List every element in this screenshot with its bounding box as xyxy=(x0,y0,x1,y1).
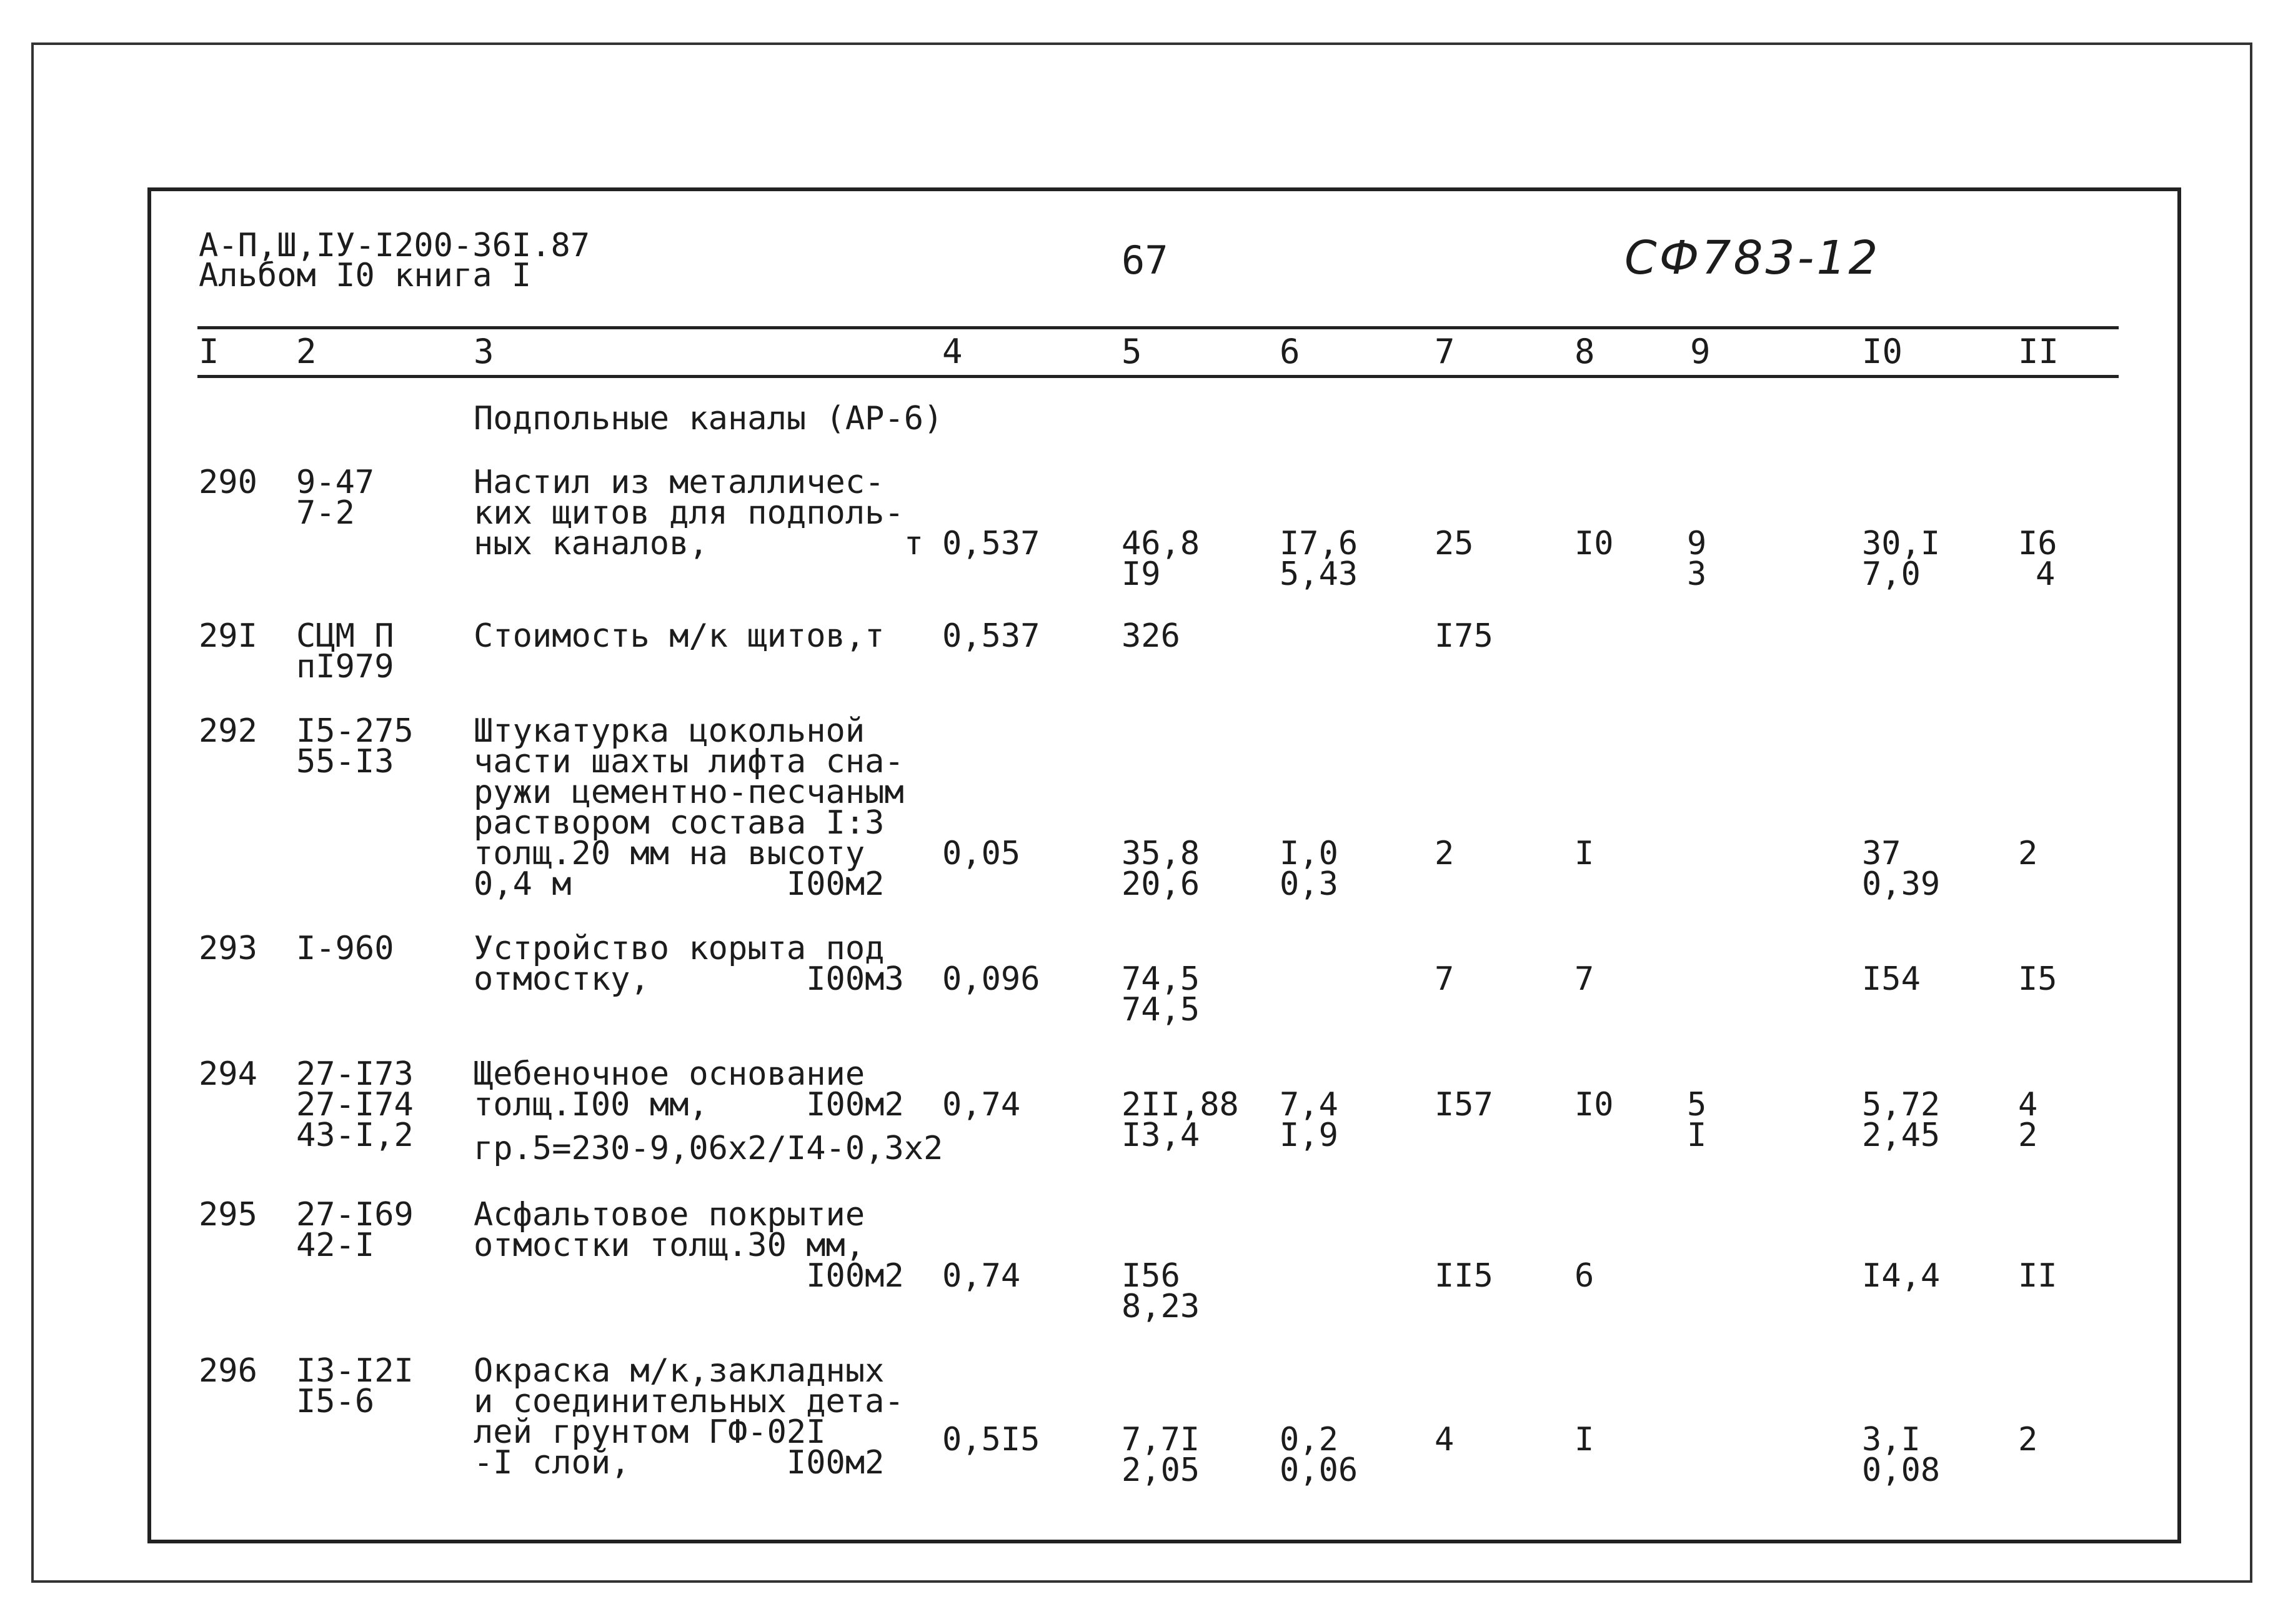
row-description: -I слой, I00м2 xyxy=(474,1444,885,1482)
row-code: 42-I xyxy=(296,1227,375,1264)
col-header-1: I xyxy=(199,332,219,371)
row-col7: 7 xyxy=(1435,960,1455,998)
row-code: I5-6 xyxy=(296,1383,375,1420)
row-col6: 7,4 xyxy=(1280,1086,1338,1123)
header-rule-top xyxy=(197,326,2119,329)
row-code: 27-I69 xyxy=(296,1196,414,1233)
row-col5: 74,5 xyxy=(1122,960,1200,998)
row-description: Асфальтовое покрытие xyxy=(474,1196,865,1233)
row-col8: I xyxy=(1574,835,1594,872)
row-col8: I xyxy=(1574,1421,1594,1458)
row-col5: 326 xyxy=(1122,617,1180,655)
row-description: ких щитов для подполь- xyxy=(474,494,904,532)
row-col11: I6 xyxy=(2018,525,2057,562)
row-description: части шахты лифта сна- xyxy=(474,743,904,780)
album-label: Альбом I0 книга I xyxy=(199,257,532,294)
row-quantity: 0,5I5 xyxy=(942,1421,1040,1458)
row-code: 27-I74 xyxy=(296,1086,414,1123)
row-description: Окраска м/к,закладных xyxy=(474,1352,885,1390)
row-col6: I,0 xyxy=(1280,835,1338,872)
row-col6: 0,2 xyxy=(1280,1421,1338,1458)
row-description: раствором состава I:3 xyxy=(474,804,885,842)
row-col7: 2 xyxy=(1435,835,1455,872)
row-col6: I7,6 xyxy=(1280,525,1358,562)
row-formula: гр.5=230-9,06х2/I4-0,3х2 xyxy=(474,1130,943,1167)
row-code: 27-I73 xyxy=(296,1055,414,1093)
col-header-6: 6 xyxy=(1280,332,1300,371)
row-quantity: 0,537 xyxy=(942,525,1040,562)
row-col5: 7,7I xyxy=(1122,1421,1200,1458)
row-description: Штукатурка цокольной xyxy=(474,712,865,750)
row-code: СЦМ П xyxy=(296,617,394,655)
row-col5: 74,5 xyxy=(1122,991,1200,1029)
row-quantity: 0,05 xyxy=(942,835,1021,872)
row-col8: I0 xyxy=(1574,525,1614,562)
row-col8: 7 xyxy=(1574,960,1594,998)
col-header-3: 3 xyxy=(474,332,494,371)
row-description: Настил из металличес- xyxy=(474,464,885,501)
row-description: I00м2 xyxy=(474,1257,904,1295)
row-col10: 0,39 xyxy=(1862,865,1941,903)
row-col9: 5 xyxy=(1687,1086,1707,1123)
row-description: толщ.20 мм на высоту xyxy=(474,835,865,872)
row-col5: 46,8 xyxy=(1122,525,1200,562)
row-code: I3-I2I xyxy=(296,1352,414,1390)
col-header-11: II xyxy=(2018,332,2059,371)
row-col11: I5 xyxy=(2018,960,2057,998)
row-col7: I75 xyxy=(1435,617,1493,655)
row-quantity: 0,74 xyxy=(942,1257,1021,1295)
row-description: 0,4 м I00м2 xyxy=(474,865,885,903)
row-number: 29I xyxy=(199,617,257,655)
row-col10: I54 xyxy=(1862,960,1921,998)
row-code: 55-I3 xyxy=(296,743,394,780)
row-col11: 2 xyxy=(2018,1117,2038,1154)
row-col8: I0 xyxy=(1574,1086,1614,1123)
row-col10: 2,45 xyxy=(1862,1117,1941,1154)
row-col10: I4,4 xyxy=(1862,1257,1941,1295)
row-description: толщ.I00 мм, I00м2 xyxy=(474,1086,904,1123)
row-col5: 35,8 xyxy=(1122,835,1200,872)
row-col9: I xyxy=(1687,1117,1707,1154)
section-title: Подпольные каналы (АР-6) xyxy=(474,400,943,437)
row-col7: II5 xyxy=(1435,1257,1493,1295)
row-code: I5-275 xyxy=(296,712,414,750)
row-col5: I3,4 xyxy=(1122,1117,1200,1154)
row-col8: 6 xyxy=(1574,1257,1594,1295)
col-header-4: 4 xyxy=(942,332,963,371)
row-number: 290 xyxy=(199,464,257,501)
row-description: и соединительных дета- xyxy=(474,1383,904,1420)
row-code: 7-2 xyxy=(296,494,355,532)
col-header-2: 2 xyxy=(296,332,317,371)
col-header-9: 9 xyxy=(1690,332,1711,371)
row-col7: 25 xyxy=(1435,525,1474,562)
header-rule-bottom xyxy=(197,375,2119,378)
row-description: лей грунтом ГФ-02I xyxy=(474,1413,826,1451)
row-col5: 2II,88 xyxy=(1122,1086,1239,1123)
row-col6: 5,43 xyxy=(1280,555,1358,593)
row-number: 295 xyxy=(199,1196,257,1233)
row-number: 294 xyxy=(199,1055,257,1093)
row-col7: I57 xyxy=(1435,1086,1493,1123)
row-col5: 2,05 xyxy=(1122,1452,1200,1489)
row-col6: I,9 xyxy=(1280,1117,1338,1154)
sheet-code: СФ783-12 xyxy=(1624,231,1881,285)
row-col10: 30,I xyxy=(1862,525,1941,562)
row-col5: 20,6 xyxy=(1122,865,1200,903)
page-number: 67 xyxy=(1122,237,1168,283)
row-col10: 0,08 xyxy=(1862,1452,1941,1489)
col-header-5: 5 xyxy=(1122,332,1142,371)
row-col7: 4 xyxy=(1435,1421,1455,1458)
row-description: ружи цементно-песчаным xyxy=(474,774,904,811)
row-description: ных каналов, т xyxy=(474,525,924,562)
row-col5: I56 xyxy=(1122,1257,1180,1295)
row-col5: I9 xyxy=(1122,555,1161,593)
row-col10: 7,0 xyxy=(1862,555,1921,593)
row-description: Устройство корыта под xyxy=(474,930,885,967)
row-col11: 2 xyxy=(2018,835,2038,872)
row-quantity: 0,537 xyxy=(942,617,1040,655)
row-col9: 9 xyxy=(1687,525,1707,562)
row-col10: 5,72 xyxy=(1862,1086,1941,1123)
row-number: 293 xyxy=(199,930,257,967)
row-quantity: 0,74 xyxy=(942,1086,1021,1123)
row-col10: 37 xyxy=(1862,835,1901,872)
row-number: 292 xyxy=(199,712,257,750)
row-quantity: 0,096 xyxy=(942,960,1040,998)
row-code: пI979 xyxy=(296,648,394,685)
row-col10: 3,I xyxy=(1862,1421,1921,1458)
row-col5: 8,23 xyxy=(1122,1288,1200,1325)
row-description: отмостки толщ.30 мм, xyxy=(474,1227,865,1264)
row-col11: 4 xyxy=(2018,1086,2038,1123)
row-col6: 0,3 xyxy=(1280,865,1338,903)
row-description: отмостку, I00м3 xyxy=(474,960,904,998)
col-header-10: I0 xyxy=(1862,332,1903,371)
row-code: 43-I,2 xyxy=(296,1117,414,1154)
row-description: Щебеночное основание xyxy=(474,1055,865,1093)
row-col9: 3 xyxy=(1687,555,1707,593)
doc-code: А-П,Ш,IУ-I200-36I.87 xyxy=(199,227,590,264)
row-col11: 2 xyxy=(2018,1421,2038,1458)
row-col11: II xyxy=(2018,1257,2057,1295)
row-number: 296 xyxy=(199,1352,257,1390)
col-header-7: 7 xyxy=(1435,332,1455,371)
col-header-8: 8 xyxy=(1574,332,1595,371)
row-col6: 0,06 xyxy=(1280,1452,1358,1489)
row-description: Стоимость м/к щитов,т xyxy=(474,617,885,655)
row-code: 9-47 xyxy=(296,464,375,501)
row-code: I-960 xyxy=(296,930,394,967)
row-col11: 4 xyxy=(2036,555,2056,593)
